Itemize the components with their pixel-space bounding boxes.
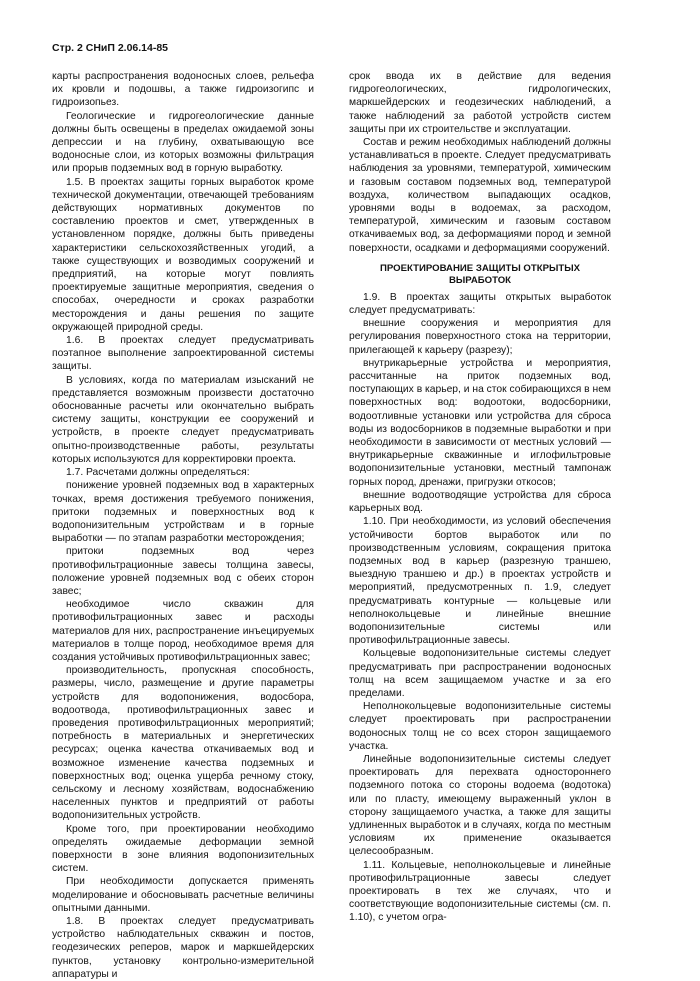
paragraph: 1.5. В проектах защиты горных выработок кроме технической документации, отвечающей требованиям действующих нормативных документов по составлению проектов и смет, утвержденных в установленном порядке, должны быть приведены характеристики сельскохозяйственных угодий, а также существующих и возводимых сооружений и предприятий, на которые могут повлиять проектируемые защитные мероприятия, сведения о способах, очередности и сроках разработки месторождения и даны решения по защите окружающей природной среды. [52,176,314,333]
paragraph: Геологические и гидрогеологические данные должны быть освещены в пределах ожидаемой зоны депрессии и на глубину, охватывающую все водоносные слои, из которых возможны фильтрация или прорыв подземных вод в горную выработку. [52,110,314,175]
paragraph: внешние сооружения и мероприятия для регулирования поверхностного стока на территории, прилегающей к карьеру (разрезу); [349,318,611,356]
paragraph: срок ввода их в действие для ведения гидрогеологических, гидрологических, маркшейдерских и геодезических наблюдений, а также наблюдений за работой устройств систем защиты при их строительстве и эксплуатации. [349,71,611,135]
paragraph: Кольцевые водопонизительные системы следует предусматривать при распространении водоносных толщ на всем защищаемом участке и за его пределами. [349,648,611,699]
paragraph: Линейные водопонизительные системы следует проектировать для перехвата одностороннего подземного потока со стороны водоема (водотока) или по пласту, имеющему выраженный уклон в сторону защищаемого участка, а также для защиты удлиненных выработок и в случаях, когда по местным условиям их применение оказывается целесообразным. [349,753,611,858]
paragraph: Кроме того, при проектировании необходимо определять ожидаемые деформации земной поверхности в зоне влияния водопонизительных систем. [52,823,314,875]
left-column [52,70,314,981]
paragraph: 1.10. При необходимости, из условий обеспечения устойчивости бортов выработок или по производственным условиям, сокращения притока подземных вод в карьер (разрезную траншею, выездную траншею и др.) в проектах устройств и мероприятий, предусмотренных п. 1.9, следует предусматривать контурные — кольцевые или неполнокольцевые и линейные внешние водопонизительные системы или противофильтрационные завесы. [349,516,611,647]
paragraph: производительность, пропускная способность, размеры, число, размещение и другие параметры устройств для водопонижения, водосбора, водоотвода, противофильтрационных завес и проведения противофильтрационных мероприятий; потребность в материальных и энергетических ресурсах; оценка качества откачиваемых вод и возможное изменение качества подземных и поверхностных вод; оценка ущерба речному стоку, сельскому и лесному хозяйствам, водоснабжению населенных пунктов и предприятий от работы водопонизительных устройств. [52,665,314,822]
paragraph: 1.8. В проектах следует предусматривать устройство наблюдательных скважин и постов, геодезических реперов, марок и маркшейдерских пунктов, установку контрольно-измерительной аппаратуры и [52,916,314,980]
paragraph: 1.9. В проектах защиты открытых выработок следует предусматривать: [349,291,611,317]
paragraph: понижение уровней подземных вод в характерных точках, время достижения требуемого понижения, притоки подземных и поверхностных вод к водопонизительным устройствам и в горные выработки — по этапам разработки месторождения; [52,480,314,545]
paragraph: 1.11. Кольцевые, неполнокольцевые и линейные противофильтрационные завесы следует проектировать в тех же случаях, что и соответствующие водопонизительные системы (см. п. 1.10), с учетом огра- [349,859,611,924]
paragraph: 1.7. Расчетами должны определяться: [66,467,250,479]
paragraph: В условиях, когда по материалам изысканий не представляется возможным произвести достаточно обоснованные расчеты или окончательно выбрать систему защиты, конструкции ее сооружений и устройств, в проекте следует предусматривать опытно-производственные работы, результаты которых используются для корректировки проекта. [52,374,314,465]
paragraph: необходимое число скважин для противофильтрационных завес и расходы материалов для них, распространение инъецируемых материалов в толще пород, необходимое время для создания устойчивых противофильтрационных завес; [52,599,314,663]
paragraph: Неполнокольцевые водопонизительные системы следует проектировать при распространении водоносных толщ не со всех сторон защищаемого участка. [349,701,611,752]
paragraph: 1.6. В проектах следует предусматривать поэтапное выполнение запроектированной системы защиты. [52,335,314,373]
paragraph: внутрикарьерные устройства и мероприятия, рассчитанные на приток подземных вод, поступающих в карьер, и на сток собирающихся в нем поверхностных вод: водоотоки, водосборники, водоотливные установки или устройства для сброса воды из водосборников в подземные выработки и при необходимости в зависимости от местных условий — внутрикарьерные скважинные и иглофильтровые водопонизительные установки, местный тампонаж горных пород, дренажи, пригрузки откосов; [349,357,611,488]
paragraph: карты распространения водоносных слоев, рельефа их кровли и подошвы, а также гидроизогипс и гидроизопьез. [52,71,314,109]
page-header: Стр. 2 СНиП 2.06.14-85 [52,42,169,54]
paragraph: внешние водоотводящие устройства для сброса карьерных вод. [349,489,611,515]
section-heading: ПРОЕКТИРОВАНИЕ ЗАЩИТЫ ОТКРЫТЫХ ВЫРАБОТОК [379,262,581,286]
paragraph: Состав и режим необходимых наблюдений должны устанавливаться в проекте. Следует предусматривать наблюдения за уровнями, температурой, химическим и газовым составом подземных вод, температурой воздуха, количеством выпадающих осадков, уровнями воды в водоемах, за расходом, температурой, химическим и газовым составом откачиваемых вод, за деформациями пород и земной поверхности, осадками и деформациями сооружений. [349,137,611,254]
paragraph: притоки подземных вод через противофильтрационные завесы толщина завесы, положение уровней подземных вод с обеих сторон завес; [52,546,314,597]
paragraph: При необходимости допускается применять моделирование и обосновывать расчетные величины опытными данными. [52,876,314,914]
right-column [349,70,611,925]
